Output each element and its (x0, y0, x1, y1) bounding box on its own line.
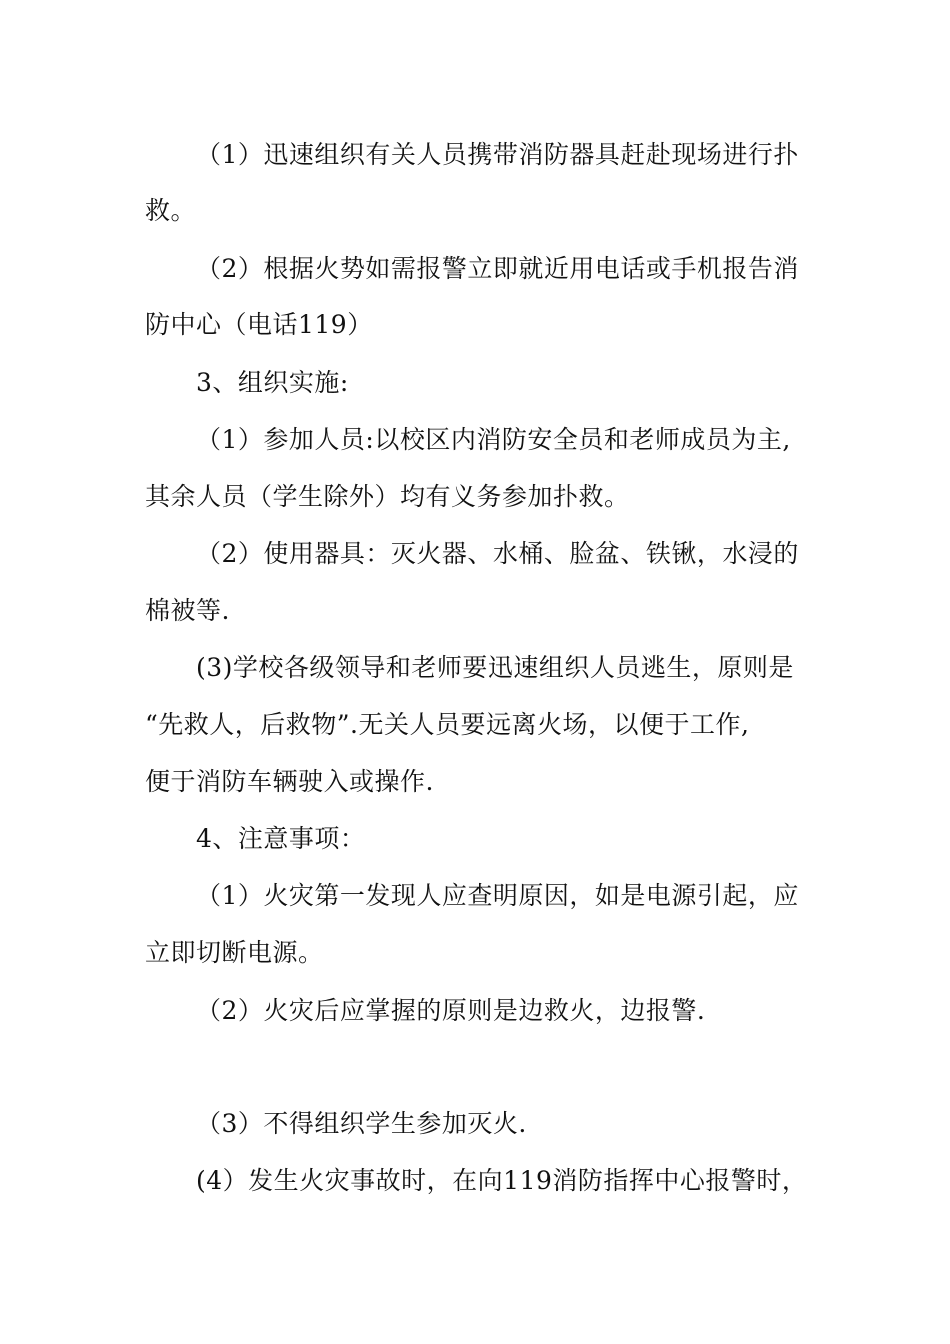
text-line-18: (4）发生火灾事故时，在向119消防指挥中心报警时， (196, 1166, 808, 1195)
text-line-16: （2）火灾后应掌握的原则是边救火，边报警. (196, 996, 706, 1025)
text-line-4: 防中心（电话119） (145, 310, 373, 339)
text-line-15: 立即切断电源。 (145, 938, 324, 967)
text-line-12: 便于消防车辆驶入或操作. (145, 767, 434, 796)
text-line-3: （2）根据火势如需报警立即就近用电话或手机报告消 (196, 254, 799, 283)
text-line-8: （2）使用器具：灭火器、水桶、脸盆、铁锹，水浸的 (196, 539, 799, 568)
text-line-11: “先救人，后救物”.无关人员要远离火场，以便于工作, (145, 710, 750, 739)
text-line-17: （3）不得组织学生参加灭火. (196, 1109, 527, 1138)
text-line-7: 其余人员（学生除外）均有义务参加扑救。 (145, 482, 630, 511)
text-line-9: 棉被等. (145, 596, 230, 625)
section-heading-4: 4、注意事项： (196, 824, 366, 853)
text-line-1: （1）迅速组织有关人员携带消防器具赶赴现场进行扑 (196, 140, 799, 169)
text-line-6: （1）参加人员:以校区内消防安全员和老师成员为主, (196, 425, 791, 454)
text-line-14: （1）火灾第一发现人应查明原因，如是电源引起，应 (196, 881, 799, 910)
text-line-10: (3)学校各级领导和老师要迅速组织人员逃生，原则是 (196, 653, 794, 682)
section-heading-3: 3、组织实施: (196, 368, 349, 397)
text-line-2: 救。 (145, 196, 197, 225)
